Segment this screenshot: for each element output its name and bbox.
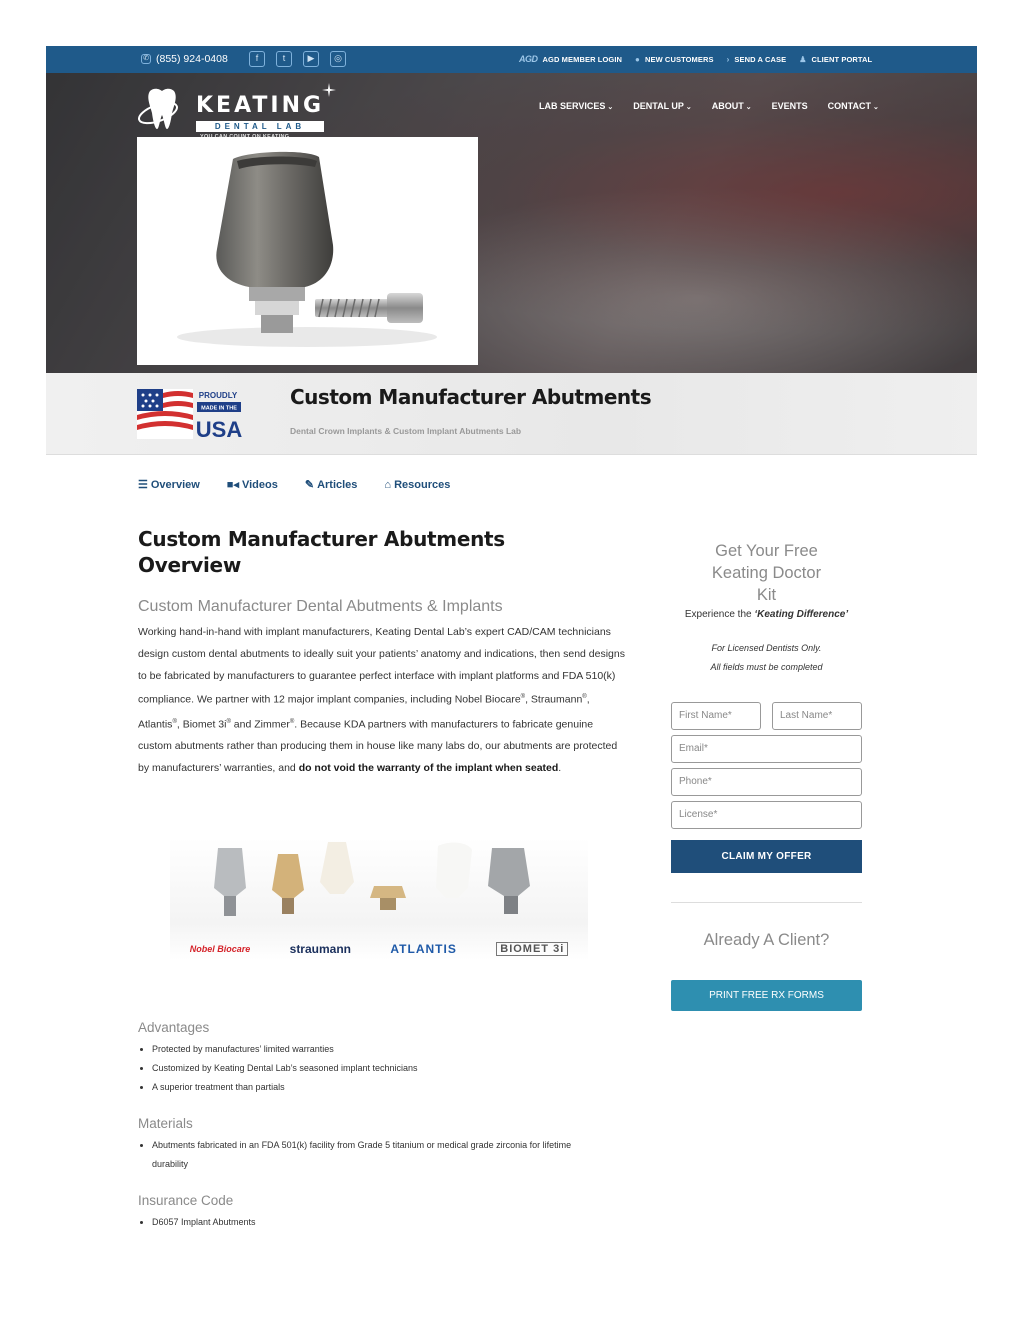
list-item: • Customized by Keating Dental Lab’s seasoned implant technicians xyxy=(152,1059,628,1078)
tooth-logo-icon xyxy=(138,83,186,133)
phone-field[interactable]: Phone* xyxy=(671,768,862,796)
logo-word: KEATING xyxy=(196,93,325,118)
agd-member-login-link[interactable]: AGD AGD MEMBER LOGIN xyxy=(519,54,623,64)
sidebar-divider xyxy=(671,902,862,903)
hero-banner xyxy=(46,73,977,373)
overview-subheading: Custom Manufacturer Dental Abutments & Implants xyxy=(138,598,503,615)
abutment-product-image xyxy=(137,137,478,365)
chevron-down-icon: ⌄ xyxy=(873,104,879,111)
institution-icon: ⌂ xyxy=(384,478,392,491)
overview-heading: Custom Manufacturer Abutments Overview xyxy=(138,527,505,577)
made-in-usa-badge xyxy=(137,389,243,439)
site-logo[interactable] xyxy=(138,83,338,141)
tab-articles[interactable]: ✎ Articles xyxy=(304,478,358,491)
user-icon: ♟ xyxy=(799,54,807,64)
page-title: Custom Manufacturer Abutments xyxy=(290,385,652,409)
page-frame xyxy=(46,46,977,455)
abutment-illustration xyxy=(137,137,478,365)
list-item: • Abutments fabricated in an FDA 501(k) facility from Grade 5 titanium or medical grade zirconia for lifetime durability xyxy=(152,1136,608,1174)
already-client-heading: Already A Client? xyxy=(703,931,830,949)
social-links xyxy=(249,51,346,67)
license-field[interactable]: License* xyxy=(671,801,862,829)
chevron-down-icon: ⌄ xyxy=(607,104,614,111)
last-name-field[interactable]: Last Name* xyxy=(772,702,862,730)
abutments-lineup-illustration xyxy=(170,838,588,928)
nav-dental-up[interactable]: DENTAL UP ⌄ xyxy=(633,101,692,111)
sparkle-icon xyxy=(322,83,336,97)
nav-events[interactable]: EVENTS xyxy=(771,101,808,111)
experience-text: Experience the ‘Keating Difference’ xyxy=(684,609,849,620)
tab-resources[interactable]: ⌂ Resources xyxy=(384,478,451,491)
tab-videos[interactable]: ■◂ Videos xyxy=(226,478,278,491)
phone-icon: ✆ xyxy=(141,54,151,64)
page-subtitle: Dental Crown Implants & Custom Implant Abutments Lab xyxy=(290,426,522,436)
badge-proudly: PROUDLY xyxy=(198,391,238,400)
first-name-field[interactable]: First Name* xyxy=(671,702,761,730)
implant-brands-image xyxy=(170,838,588,960)
print-rx-forms-button[interactable]: PRINT FREE RX FORMS xyxy=(671,980,862,1011)
chevron-down-icon: ⌄ xyxy=(685,104,692,111)
insurance-list xyxy=(152,1213,628,1232)
main-content xyxy=(138,526,628,780)
nav-lab-services[interactable]: LAB SERVICES ⌄ xyxy=(539,101,614,111)
materials-list xyxy=(152,1136,608,1174)
section-tabs xyxy=(138,478,450,491)
advantages-section xyxy=(138,1020,628,1097)
straumann-logo: straumann xyxy=(289,942,351,956)
logo-subtitle: DENTAL LAB xyxy=(196,121,324,132)
list-item: • D6057 Implant Abutments xyxy=(152,1213,628,1232)
nav-contact[interactable]: CONTACT ⌄ xyxy=(827,101,879,111)
title-band xyxy=(46,373,977,455)
agd-logo-icon: AGD xyxy=(519,54,538,64)
materials-heading: Materials xyxy=(138,1116,193,1131)
list-icon: ☰ xyxy=(138,479,148,491)
video-camera-icon: ■◂ xyxy=(226,479,239,491)
send-a-case-link[interactable]: › SEND A CASE xyxy=(726,54,787,64)
advantages-list xyxy=(152,1040,628,1097)
biomet-3i-logo: BIOMET 3i xyxy=(496,942,568,956)
materials-section xyxy=(138,1116,608,1174)
youtube-icon[interactable]: ▶ xyxy=(303,51,319,67)
facebook-icon[interactable]: f xyxy=(249,51,265,67)
top-links xyxy=(519,54,872,64)
chevron-right-icon: › xyxy=(726,54,730,64)
twitter-icon[interactable]: t xyxy=(276,51,292,67)
badge-usa: USA xyxy=(195,417,243,439)
claim-offer-button[interactable]: CLAIM MY OFFER xyxy=(671,840,862,873)
badge-made-in-the: MADE IN THE xyxy=(201,405,237,412)
overview-paragraph: Working hand-in-hand with implant manufacturers, Keating Dental Lab’s expert CAD/CAM technicians design custom dental abutments to ideally suit your patients’ anatomy and indications, then send designs to be fabricated by manufacturers to guarantee perfect interface with implant platforms and FDA 510(k) compliance. We partner with 12 major implant companies, including Nobel Biocare®, Straumann®, Atlantis®, Biomet 3i® and Zimmer®. Because KDA partners with manufacturers to fabricate genuine custom abutments rather than producing them in house like many labs do, our abutments are protected by manufacturers’ warranties, and do not void the warranty of the implant when seated. xyxy=(138,626,625,774)
nobel-biocare-logo: Nobel Biocare xyxy=(189,944,251,954)
form-note: For Licensed Dentists Only. All fields must be completed xyxy=(710,643,823,672)
nav-about[interactable]: ABOUT ⌄ xyxy=(711,101,752,111)
kit-heading: Get Your Free Keating Doctor Kit xyxy=(711,542,822,604)
chevron-down-icon: ⌄ xyxy=(745,104,752,111)
advantages-heading: Advantages xyxy=(138,1020,210,1035)
phone-link[interactable] xyxy=(141,53,228,65)
insurance-heading: Insurance Code xyxy=(138,1193,234,1208)
list-item: • Protected by manufactures’ limited warranties xyxy=(152,1040,628,1059)
insurance-section xyxy=(138,1193,628,1232)
list-item: • A superior treatment than partials xyxy=(152,1078,628,1097)
edit-icon: ✎ xyxy=(304,479,315,491)
tab-overview[interactable]: ☰ Overview xyxy=(138,478,200,491)
info-icon: ● xyxy=(635,54,640,64)
main-nav xyxy=(539,101,879,111)
client-portal-link[interactable]: ♟ CLIENT PORTAL xyxy=(799,54,873,64)
new-customers-link[interactable]: ● NEW CUSTOMERS xyxy=(635,54,714,64)
email-field[interactable]: Email* xyxy=(671,735,862,763)
atlantis-logo: ATLANTIS xyxy=(390,942,457,956)
phone-number: (855) 924-0408 xyxy=(156,53,228,65)
instagram-icon[interactable]: ◎ xyxy=(330,51,346,67)
top-bar xyxy=(46,46,977,73)
doctor-kit-sidebar xyxy=(671,540,862,1011)
